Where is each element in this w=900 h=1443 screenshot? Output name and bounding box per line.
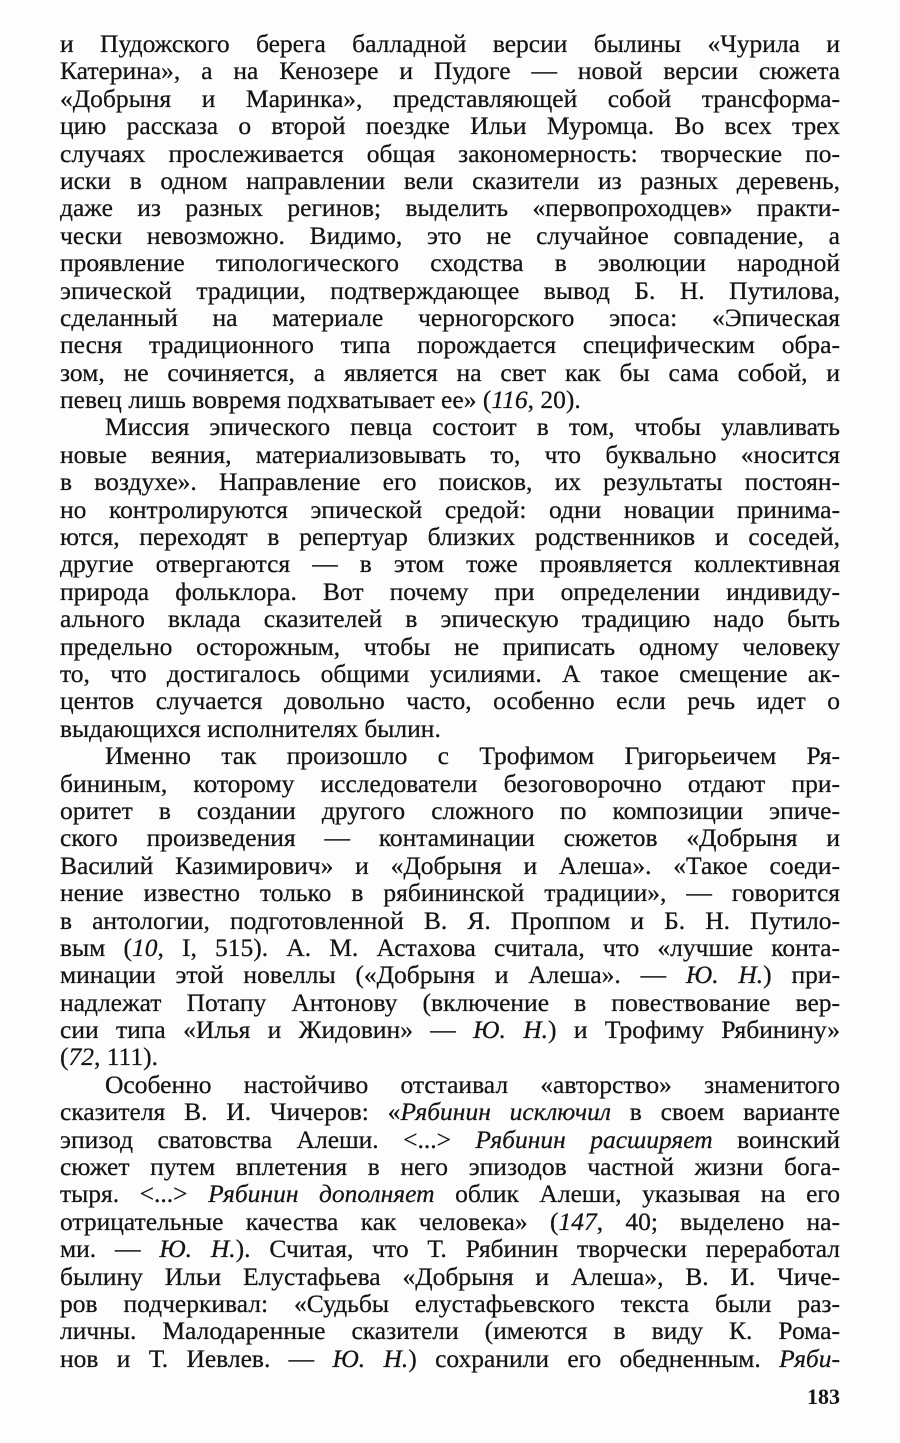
- text-line: [60, 496, 840, 523]
- text-line: [60, 852, 840, 879]
- page-number: 183: [807, 1384, 840, 1409]
- text-segment: проявление типологического сходства в эволюции народной: [60, 248, 840, 278]
- text-segment: , 20).: [527, 385, 581, 415]
- text-segment: ского произведения — контаминации сюжетов «Добрыня и: [60, 823, 840, 853]
- text-line: [60, 249, 840, 276]
- text-segment: оритет в создании другого сложного по композиции эпиче-: [60, 795, 840, 825]
- text-line: [60, 1126, 840, 1153]
- paragraph: [60, 413, 840, 742]
- text-segment: нов и Т. Иевлев. —: [60, 1343, 333, 1373]
- text-line: [60, 1208, 840, 1235]
- italic-text: Рябинин исключил: [400, 1097, 611, 1127]
- italic-text: Ю. Н.: [332, 1343, 409, 1373]
- text-line: [60, 879, 840, 906]
- text-segment: эпизод сватовства Алеши. <...>: [60, 1124, 476, 1154]
- text-segment: ) при-: [763, 960, 840, 990]
- text-segment: сделанный на материале черногорского эпоса: «Эпическая: [60, 302, 840, 332]
- text-segment: певец лишь вовремя подхватывает ее» (: [60, 385, 492, 415]
- text-segment: , 40; выделено на-: [596, 1206, 840, 1236]
- text-segment: эпической традиции, подтверждающее вывод Б. Н. Путилова,: [60, 275, 840, 305]
- paragraph: [60, 1071, 840, 1372]
- text-line: [60, 1016, 840, 1043]
- paragraph: [60, 742, 840, 1071]
- text-segment: в антологии, подготовленной В. Я. Проппом и Б. Н. Путило-: [60, 905, 840, 935]
- text-line: [60, 687, 840, 714]
- text-line: [60, 633, 840, 660]
- text-line: [60, 989, 840, 1016]
- text-segment: отрицательные качества как человека» (: [60, 1206, 559, 1236]
- text-line: [60, 140, 840, 167]
- text-line: [60, 1345, 840, 1372]
- italic-text: 10: [131, 932, 158, 962]
- text-segment: цию рассказа о второй поездке Ильи Муромца. Во всех трех: [60, 111, 840, 141]
- text-segment: в своем варианте: [610, 1097, 841, 1127]
- text-line: [60, 770, 840, 797]
- text-segment: вым (: [60, 932, 132, 962]
- text-line: [60, 1290, 840, 1317]
- italic-text: 72: [68, 1042, 94, 1072]
- italic-text: Ю. Н.: [159, 1234, 236, 1264]
- text-line: [60, 715, 840, 742]
- italic-text: Ю. Н.: [473, 1015, 548, 1045]
- text-segment: центов случается довольно часто, особенно если речь идет о: [60, 686, 840, 716]
- text-segment: песня традиционного типа порождается специфическим обра-: [60, 330, 840, 360]
- text-line: [60, 277, 840, 304]
- text-line: [60, 359, 840, 386]
- text-line: [60, 550, 840, 577]
- text-segment: ми. —: [60, 1234, 160, 1264]
- text-segment: бининым, которому исследователи безоговорочно отдают при-: [60, 768, 840, 798]
- italic-text: Рябинин дополняет: [208, 1179, 435, 1209]
- text-segment: но контролируются эпической средой: одни новации принима-: [60, 494, 840, 524]
- text-segment: природа фольклора. Вот почему при определении индивиду-: [60, 576, 840, 606]
- text-line: [60, 1071, 840, 1098]
- text-segment: то, что достигалось общими усилиями. А такое смещение ак-: [60, 658, 840, 688]
- text-segment: облик Алеши, указывая на его: [434, 1179, 840, 1209]
- text-line: [60, 660, 840, 687]
- text-segment: ). Считая, что Т. Рябинин творчески переработал: [235, 1234, 840, 1264]
- text-segment: Миссия эпического певца состоит в том, чтобы улавливать: [105, 412, 840, 442]
- text-segment: сии типа «Илья и Жидовин» —: [60, 1015, 474, 1045]
- text-line: [60, 1317, 840, 1344]
- text-line: [60, 85, 840, 112]
- text-segment: минации этой новеллы («Добрыня и Алеша». —: [60, 960, 686, 990]
- text-segment: ются, переходят в репертуар близких родственников и соседей,: [60, 522, 840, 552]
- italic-text: 116: [491, 385, 528, 415]
- text-segment: воинский: [712, 1124, 840, 1154]
- text-segment: сказителя В. И. Чичеров: «: [60, 1097, 401, 1127]
- text-segment: Особенно настойчиво отстаивал «авторство» знаменитого: [105, 1069, 840, 1099]
- text-line: [60, 1263, 840, 1290]
- text-line: [60, 468, 840, 495]
- text-line: [60, 441, 840, 468]
- text-line: [60, 222, 840, 249]
- text-segment: сюжет путем вплетения в него эпизодов частной жизни бога-: [60, 1152, 840, 1182]
- text-segment: чески невозможно. Видимо, это не случайное совпадение, а: [60, 220, 840, 250]
- text-segment: предельно осторожным, чтобы не приписать одному человеку: [60, 631, 840, 661]
- text-segment: зом, не сочиняется, а является на свет как бы сама собой, и: [60, 357, 840, 387]
- text-line: [60, 1153, 840, 1180]
- text-segment: тыря. <...>: [60, 1179, 209, 1209]
- text-segment: нение известно только в рябининской традиции», — говорится: [60, 878, 840, 908]
- italic-text: Ряби-: [779, 1343, 840, 1373]
- text-line: [60, 112, 840, 139]
- text-segment: в воздухе». Направление его поисков, их результаты постоян-: [60, 467, 840, 497]
- text-line: [60, 605, 840, 632]
- text-line: [60, 797, 840, 824]
- text-line: [60, 30, 840, 57]
- text-segment: ) сохранили его обедненным.: [408, 1343, 780, 1373]
- text-segment: выдающихся исполнителях былин.: [60, 713, 441, 743]
- text-segment: «Добрыня и Маринка», представляющей собой трансформа-: [60, 83, 840, 113]
- text-line: [60, 1235, 840, 1262]
- text-line: [60, 961, 840, 988]
- text-segment: (: [60, 1042, 69, 1072]
- text-line: [60, 1180, 840, 1207]
- text-segment: и Пудожского берега балладной версии былины «Чурила и: [60, 29, 840, 58]
- text-segment: , 111).: [94, 1042, 158, 1072]
- text-line: [60, 331, 840, 358]
- text-line: [60, 194, 840, 221]
- text-segment: , I, 515). А. М. Астахова считала, что «лучшие конта-: [157, 932, 840, 962]
- text-segment: ров подчеркивал: «Судьбы елустафьевского текста были раз-: [60, 1288, 840, 1318]
- text-line: [60, 304, 840, 331]
- text-segment: Василий Казимирович» и «Добрыня и Алеша». «Такое соеди-: [60, 850, 840, 880]
- text-line: [60, 824, 840, 851]
- text-segment: даже из разных регинов; выделить «первопроходцев» практи-: [60, 193, 840, 223]
- text-segment: ального вклада сказителей в эпическую традицию надо быть: [60, 604, 840, 634]
- text-segment: случаях прослеживается общая закономерность: творческие по-: [60, 138, 840, 168]
- text-line: [60, 523, 840, 550]
- text-segment: новые веяния, материализовывать то, что буквально «носится: [60, 439, 840, 469]
- text-segment: Именно так произошло с Трофимом Григорьеичем Ря-: [105, 741, 840, 771]
- italic-text: Ю. Н.: [685, 960, 764, 990]
- italic-text: Рябинин расширяет: [475, 1124, 713, 1154]
- italic-text: 147: [558, 1206, 597, 1236]
- text-line: [60, 386, 840, 413]
- text-line: [60, 742, 840, 769]
- text-line: [60, 1043, 840, 1070]
- text-line: [60, 57, 840, 84]
- text-line: [60, 1098, 840, 1125]
- text-segment: другие отвергаются — в этом тоже проявляется коллективная: [60, 549, 840, 579]
- paragraph: [60, 30, 840, 413]
- text-segment: личны. Малодаренные сказители (имеются в виду К. Рома-: [60, 1316, 840, 1346]
- text-line: [60, 413, 840, 440]
- text-line: [60, 934, 840, 961]
- text-segment: Катерина», а на Кенозере и Пудоге — новой версии сюжета: [60, 56, 840, 86]
- text-segment: надлежат Потапу Антонову (включение в повествование вер-: [60, 987, 840, 1017]
- body-text: [60, 30, 840, 1372]
- text-segment: былину Ильи Елустафьева «Добрыня и Алеша», В. И. Чиче-: [60, 1261, 840, 1291]
- text-line: [60, 578, 840, 605]
- text-line: [60, 907, 840, 934]
- text-line: [60, 167, 840, 194]
- text-segment: ) и Трофиму Рябинину»: [548, 1015, 840, 1045]
- text-segment: иски в одном направлении вели сказители из разных деревень,: [60, 165, 840, 195]
